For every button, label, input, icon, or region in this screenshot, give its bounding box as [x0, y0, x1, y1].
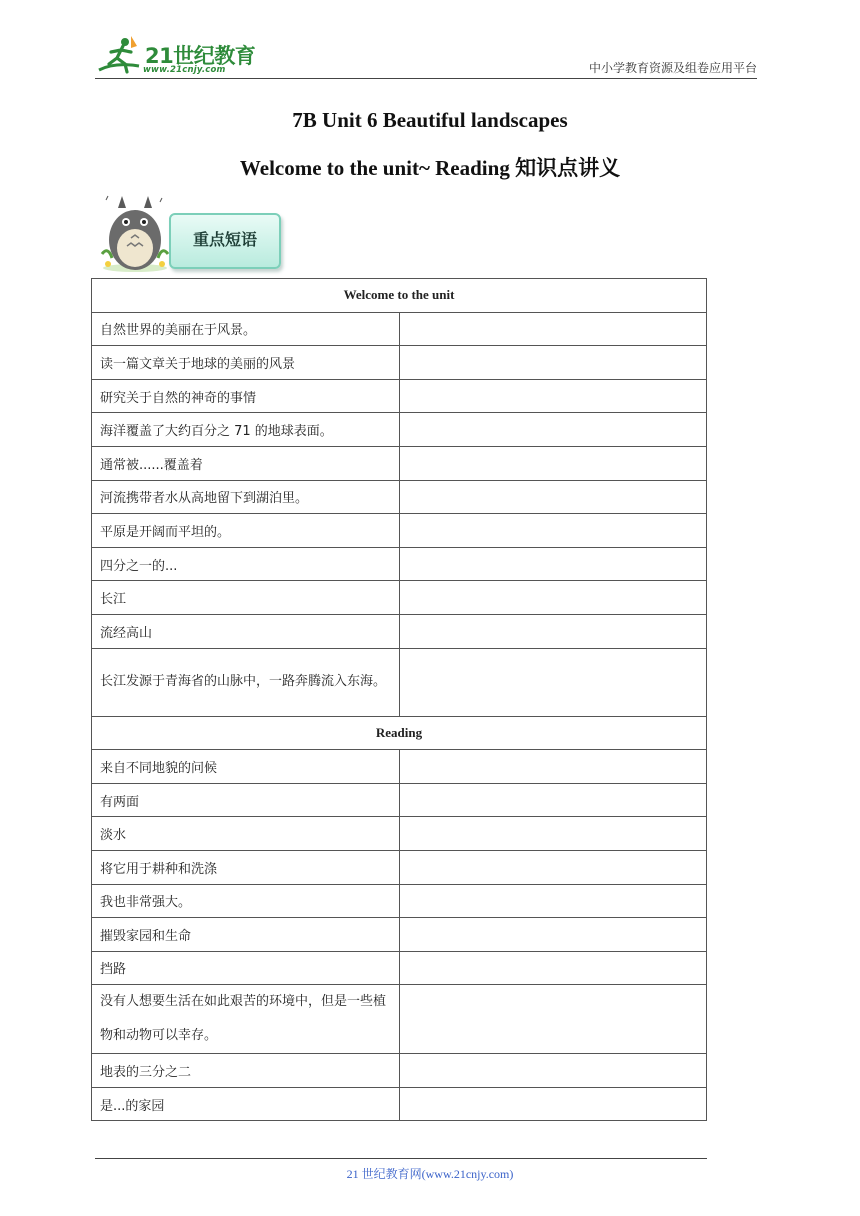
phrase-cell: 挡路 [92, 951, 400, 985]
header-tagline: 中小学教育资源及组卷应用平台 [588, 61, 757, 75]
answer-cell[interactable] [399, 614, 707, 648]
answer-cell[interactable] [399, 850, 707, 884]
table-row [92, 884, 707, 918]
table-row [92, 480, 707, 514]
table-row [92, 514, 707, 548]
answer-cell[interactable] [399, 918, 707, 952]
answer-cell[interactable] [399, 817, 707, 851]
table-row [92, 783, 707, 817]
table-row [92, 312, 707, 346]
totoro-mascot-icon [100, 194, 170, 272]
answer-cell[interactable] [399, 951, 707, 985]
phrase-cell: 没有人想要生活在如此艰苦的环境中，但是一些植物和动物可以幸存。 [92, 985, 400, 1054]
section-header-row [92, 716, 707, 750]
answer-cell[interactable] [399, 884, 707, 918]
table-row [92, 918, 707, 952]
answer-cell[interactable] [399, 413, 707, 447]
phrase-cell: 长江发源于青海省的山脉中，一路奔腾流入东海。 [92, 648, 400, 716]
section-heading: Reading [92, 716, 707, 750]
answer-cell[interactable] [399, 750, 707, 784]
footer-divider [95, 1158, 707, 1159]
answer-cell[interactable] [399, 581, 707, 615]
phrase-cell: 长江 [92, 581, 400, 615]
answer-cell[interactable] [399, 1054, 707, 1088]
answer-cell[interactable] [399, 648, 707, 716]
table-row [92, 413, 707, 447]
phrase-cell: 淡水 [92, 817, 400, 851]
phrase-cell: 地表的三分之二 [92, 1054, 400, 1088]
badge-label: 重点短语 [192, 230, 257, 249]
page-title: 7B Unit 6 Beautiful landscapes [292, 108, 568, 132]
table-row [92, 547, 707, 581]
answer-cell[interactable] [399, 480, 707, 514]
table-row [92, 346, 707, 380]
logo [95, 34, 265, 78]
table-row [92, 446, 707, 480]
answer-cell[interactable] [399, 312, 707, 346]
answer-cell[interactable] [399, 379, 707, 413]
table-row [92, 648, 707, 716]
phrase-cell: 自然世界的美丽在于风景。 [92, 312, 400, 346]
table-row [92, 985, 707, 1054]
page-header [95, 34, 757, 80]
phrase-cell: 我也非常强大。 [92, 884, 400, 918]
answer-cell[interactable] [399, 547, 707, 581]
phrase-cell: 河流携带者水从高地留下到湖泊里。 [92, 480, 400, 514]
answer-cell[interactable] [399, 985, 707, 1054]
section-badge [169, 213, 281, 269]
table-row [92, 1087, 707, 1121]
phrase-cell: 平原是开阔而平坦的。 [92, 514, 400, 548]
answer-cell[interactable] [399, 783, 707, 817]
phrase-cell: 读一篇文章关于地球的美丽的风景 [92, 346, 400, 380]
phrase-cell: 流经高山 [92, 614, 400, 648]
answer-cell[interactable] [399, 446, 707, 480]
table-row [92, 817, 707, 851]
answer-cell[interactable] [399, 1087, 707, 1121]
table-row [92, 614, 707, 648]
table-row [92, 379, 707, 413]
phrase-cell: 海洋覆盖了大约百分之 71 的地球表面。 [92, 413, 400, 447]
phrase-cell: 有两面 [92, 783, 400, 817]
runner-logo-icon [95, 34, 145, 78]
phrase-cell: 摧毁家园和生命 [92, 918, 400, 952]
table-row [92, 1054, 707, 1088]
phrase-cell: 将它用于耕种和洗涤 [92, 850, 400, 884]
table-row [92, 750, 707, 784]
phrase-cell: 是...的家园 [92, 1087, 400, 1121]
phrase-cell: 通常被......覆盖着 [92, 446, 400, 480]
table-row [92, 581, 707, 615]
phrase-cell: 研究关于自然的神奇的事情 [92, 379, 400, 413]
section-heading: Welcome to the unit [92, 279, 707, 313]
table-row [92, 951, 707, 985]
answer-cell[interactable] [399, 514, 707, 548]
phrases-table [91, 278, 707, 1121]
section-header-row [92, 279, 707, 313]
table-row [92, 850, 707, 884]
footer-text[interactable]: 21 世纪教育网(www.21cnjy.com) [346, 1167, 514, 1181]
header-divider [95, 78, 757, 79]
phrase-cell: 来自不同地貌的问候 [92, 750, 400, 784]
page-subtitle: Welcome to the unit~ Reading 知识点讲义 [239, 156, 621, 180]
logo-url: www.21cnjy.com [143, 65, 226, 75]
answer-cell[interactable] [399, 346, 707, 380]
phrase-cell: 四分之一的... [92, 547, 400, 581]
logo-name: 21世纪教育 [145, 44, 256, 68]
